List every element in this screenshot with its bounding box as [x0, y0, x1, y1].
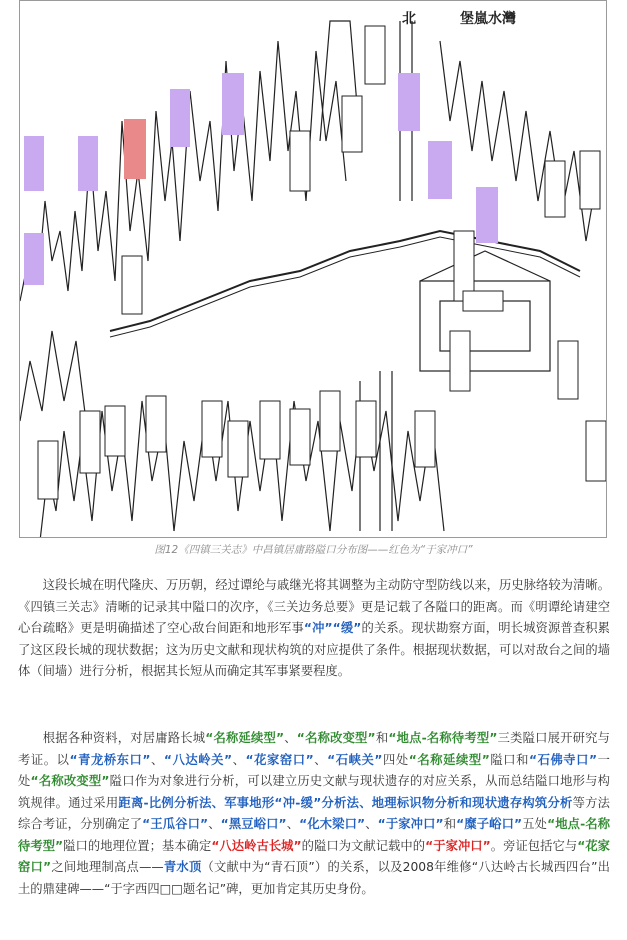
p2-s7: 、	[286, 817, 300, 831]
p2-b2: “八达岭关”	[163, 752, 233, 767]
label-box-shifosi	[24, 136, 44, 191]
p2-t1: 根据各种资料，对居庸路长城	[42, 731, 206, 745]
label-box-badaling	[398, 73, 420, 131]
p2-b9: “化木梁口”	[299, 817, 366, 831]
p2-g5: “名称改变型”	[30, 774, 110, 788]
p2-t11: 。旁证包括它与	[490, 838, 578, 853]
label-box-yujiachong	[124, 119, 146, 179]
p2-b10: “于家冲口”	[377, 817, 444, 831]
compass-label: 堡嵐水灣	[460, 11, 516, 27]
paragraph-1	[18, 575, 610, 683]
p2-s5: 、	[313, 752, 328, 767]
p2-s9: 和	[443, 817, 457, 831]
label-box-huamu	[170, 89, 190, 147]
p2-s2: 和	[375, 731, 389, 745]
p2-r1: “八达岭古长城”	[211, 838, 302, 853]
p2-b6: 距离-比例分析法、军事地形“冲-缓”分析法、地理标识物分析和现状遗存构筑分析	[118, 795, 573, 810]
p2-g6: “地点-名称待考型”	[18, 817, 611, 853]
p2-s3: 、	[150, 752, 164, 767]
label-box-2	[24, 233, 44, 285]
label-box-shixia	[428, 141, 452, 199]
p1-chong: “冲”	[303, 621, 333, 635]
p2-b8: “黑豆峪口”	[220, 817, 287, 831]
p2-t5: 一处	[18, 752, 610, 788]
p2-t2: 三类隘口展开研究与考证。以	[18, 731, 610, 767]
p2-t9: 隘口的地理位置；基本确定	[63, 838, 212, 853]
figure-caption: 图12《四镇三关志》中昌镇居庸路隘口分布图——红色为“于家冲口”	[154, 544, 473, 556]
historical-map-figure	[19, 0, 607, 538]
p2-t4: 隘口和	[489, 752, 529, 767]
label-box-qinglong	[476, 187, 498, 243]
p2-t13: （文献中为“青石顶”）的关系，以及2008年维修“八达岭古长城西四台”出土的鼎建碑——“于字西四□□题名记”碑，更加肯定其历史身份。	[18, 860, 610, 896]
p2-s8: 、	[365, 817, 378, 831]
label-box-huajiayao	[78, 136, 98, 191]
p2-g3: “地点-名称待考型”	[388, 731, 498, 745]
p2-g1: “名称延续型”	[205, 731, 285, 745]
label-box-mingcheng	[222, 73, 244, 135]
p1-huan: “缓”	[332, 621, 362, 635]
p2-g4: “名称延续型”	[408, 752, 490, 767]
p1-text-1: 这段长城在明代隆庆、万历朝，经过谭纶与戚继光将其调整为主动防守型防线以来，历史脉络较为清晰。《四镇三关志》清晰的记录其中隘口的次序，《三关边务总要》更是记载了各隘口的距离。而《明谭纶请建空心台疏略》更是明确描述了空心敌台间距和地形军事	[18, 578, 610, 635]
p2-s6: 、	[208, 817, 221, 831]
p2-t10: 的隘口为文献记载中的	[301, 838, 426, 853]
p2-b12: 青水顶	[163, 860, 202, 874]
p2-b4: “石峡关”	[327, 752, 383, 767]
p2-b5: “石佛寺口”	[528, 752, 598, 767]
paragraph-2	[18, 728, 610, 900]
p2-b3: “花家窑口”	[245, 752, 314, 767]
p2-b1: “青龙桥东口”	[69, 752, 151, 767]
compass-north: 北	[402, 11, 416, 27]
p2-s4: 、	[232, 752, 246, 767]
p2-t7: 等方法综合考证，分别确定了	[18, 795, 610, 831]
p2-t12: 之间地理制高点——	[51, 860, 164, 874]
p2-s1: 、	[284, 731, 297, 745]
p2-b11: “糜子峪口”	[456, 817, 523, 831]
p2-r2: “于家冲口”	[425, 838, 491, 853]
p2-b7: “王瓜谷口”	[142, 817, 209, 831]
p2-t8: 五处	[522, 817, 548, 831]
p2-g7: “花家窑口”	[18, 838, 610, 874]
map-drawing	[20, 1, 606, 537]
p1-text-2: 的关系。现状勘察方面，明长城资源普查积累了这区段长城的现状数据；这为历史文献和现状构筑的对应提供了条件。根据现状数据，可以对敌台之间的墙体（间墙）进行分析，根据其长短从而确定其军事紧要程度。	[18, 621, 610, 678]
p2-t3: 四处	[382, 752, 409, 767]
p2-t6: 隘口作为对象进行分析，可以建立历史文献与现状遗存的对应关系，从而总结隘口地形与构筑规律。通过采用	[18, 774, 610, 810]
p2-g2: “名称改变型”	[296, 731, 376, 745]
